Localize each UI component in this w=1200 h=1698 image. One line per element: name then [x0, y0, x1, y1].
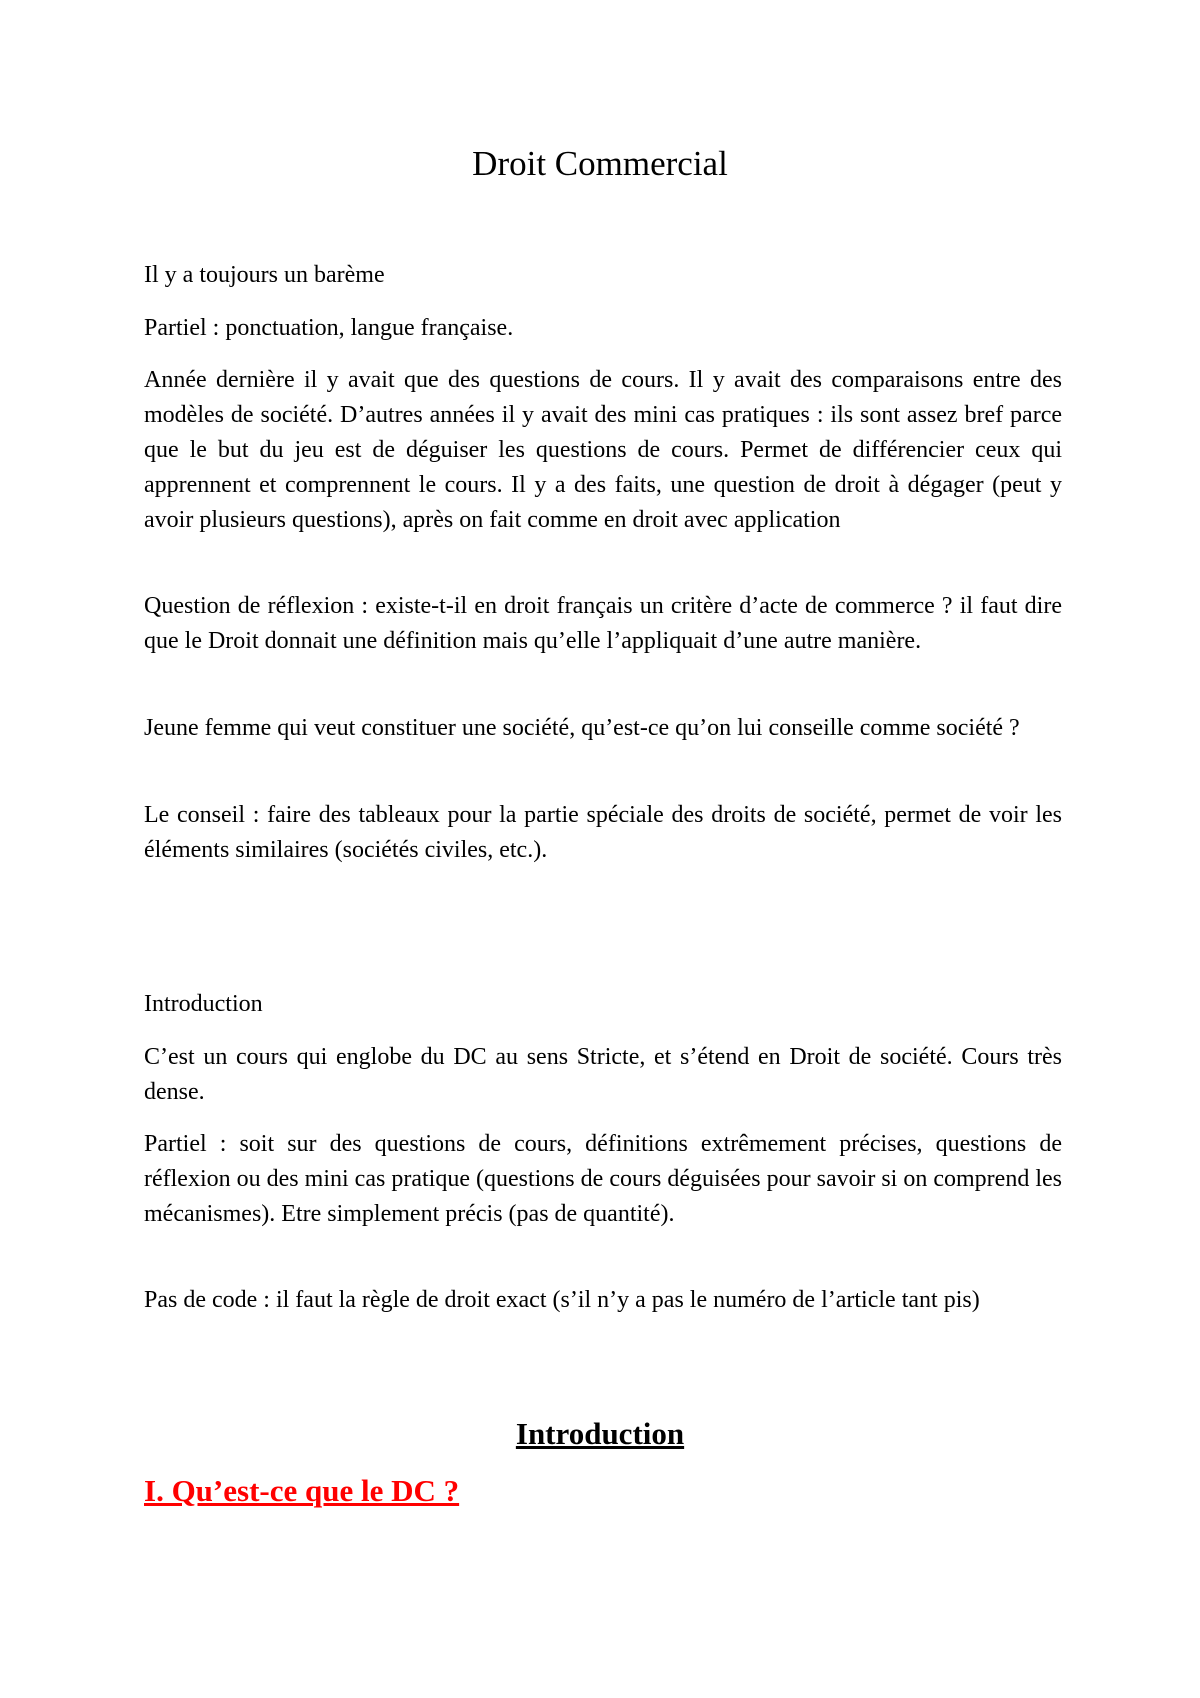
paragraph-introduction-label: Introduction: [144, 991, 263, 1017]
paragraph-conseil: Le conseil : faire des tableaux pour la partie spéciale des droits de société, permet de voir les éléments similaires (sociétés civiles, etc.).: [144, 802, 1062, 863]
paragraph-partiel-details: Partiel : soit sur des questions de cours, définitions extrêmement précises, questions de réflexion ou des mini cas pratique (questions de cours déguisées pour savoir si on comprend les mécanismes). Etre simplement précis (pas de quantité).: [144, 1131, 1062, 1227]
paragraph-annee-derniere: Année dernière il y avait que des questions de cours. Il y avait des comparaisons entre des modèles de société. D’autres années il y avait des mini cas pratiques : ils sont assez bref parce que le but du jeu est de déguiser les questions de cours. Permet de différencier ceux qui apprennent et comprennent le cours. Il y a des faits, une question de droit à dégager (peut y avoir plusieurs questions), après on fait comme en droit avec application: [144, 367, 1062, 533]
paragraph-cours-dense: C’est un cours qui englobe du DC au sens Stricte, et s’étend en Droit de société. Cours très dense.: [144, 1044, 1062, 1105]
paragraph-pas-de-code: Pas de code : il faut la règle de droit exact (s’il n’y a pas le numéro de l’article tant pis): [144, 1287, 980, 1313]
paragraph-question-reflexion: Question de réflexion : existe-t-il en droit français un critère d’acte de commerce ? il faut dire que le Droit donnait une définition mais qu’elle l’appliquait d’une autre manière.: [144, 593, 1062, 654]
paragraph-bareme: Il y a toujours un barème: [144, 262, 385, 288]
document-title: Droit Commercial: [472, 144, 728, 183]
heading-introduction: Introduction: [515, 1416, 685, 1451]
paragraph-jeune-femme: Jeune femme qui veut constituer une société, qu’est-ce qu’on lui conseille comme société ?: [144, 715, 1020, 741]
paragraph-partiel-ponctuation: Partiel : ponctuation, langue française.: [144, 315, 514, 341]
heading-section-1: I. Qu’est-ce que le DC ?: [144, 1473, 460, 1508]
